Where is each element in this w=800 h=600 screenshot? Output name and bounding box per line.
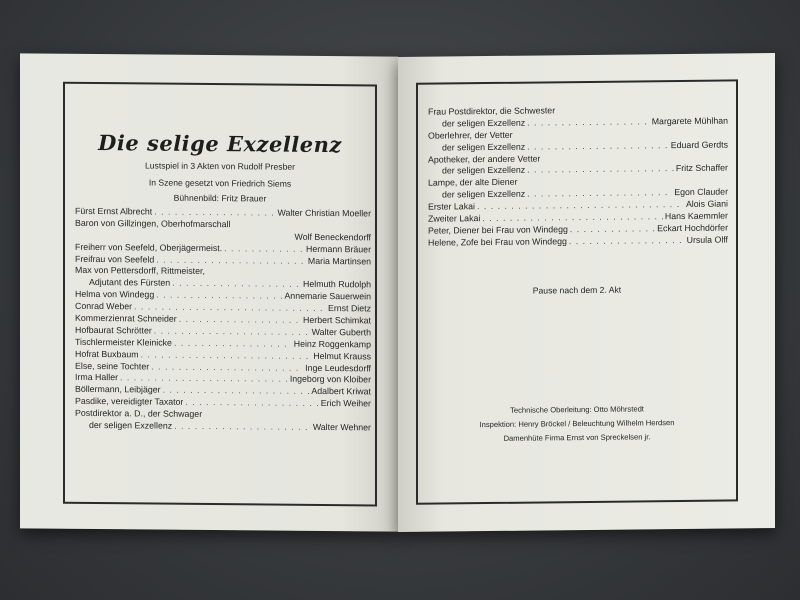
cast-actor: Fritz Schaffer: [675, 162, 728, 174]
leader-dots: [156, 254, 306, 265]
cast-actor: Ursula Olff: [686, 234, 728, 245]
leader-dots: [141, 349, 312, 360]
leader-dots: [185, 397, 318, 408]
cast-role: Hofbaurat Schrötter: [75, 324, 152, 336]
cast-row: [75, 420, 371, 434]
leader-dots: [154, 207, 275, 218]
cast-role: Postdirektor a. D., der Schwager: [75, 407, 203, 420]
leader-dots: [224, 243, 304, 254]
cast-list-left: [75, 206, 371, 435]
cast-actor: Erich Weiher: [320, 398, 371, 409]
cast-role: der seligen Exzellenz: [89, 419, 173, 431]
leader-dots: [179, 314, 301, 325]
credit-line-3: Damenhüte Firma Ernst von Spreckelsen jr.: [503, 432, 651, 443]
leader-dots: [134, 301, 326, 313]
cast-role: Pasdike, vereidigter Taxator: [75, 396, 184, 408]
cast-actor: Heinz Roggenkamp: [293, 338, 371, 350]
cast-actor: Annemarie Sauerwein: [284, 290, 371, 302]
cast-actor: Ernst Dietz: [327, 303, 371, 314]
cast-actor: Adalbert Kriwat: [311, 386, 371, 397]
cast-role: Irma Haller: [75, 372, 119, 383]
cast-role: der seligen Exzellenz: [442, 141, 526, 153]
leader-dots: [174, 421, 311, 432]
cast-role: Max von Pettersdorff, Rittmeister,: [75, 265, 205, 277]
cast-role: Adjutant des Fürsten: [89, 277, 171, 289]
intermission-note: Pause nach dem 2. Akt: [532, 284, 622, 296]
cast-role: Freiherr von Seefeld, Oberjägermeist.: [75, 241, 223, 253]
cast-role: der seligen Exzellenz: [442, 117, 526, 129]
cast-list-right: [428, 104, 728, 250]
leader-dots: [154, 325, 310, 336]
cast-role: Fürst Ernst Albrecht: [75, 205, 153, 217]
leader-dots: [527, 140, 669, 151]
cast-actor: Egon Clauder: [674, 186, 728, 198]
cast-role: Lampe, der alte Diener: [428, 177, 518, 189]
cast-role: Conrad Weber: [75, 300, 133, 312]
left-page-frame: [63, 82, 377, 507]
cast-actor: Herbert Schimkat: [303, 314, 371, 326]
credit-line-1: Technische Oberleitung: Otto Möhrstedt: [510, 404, 644, 415]
leader-dots: [527, 116, 650, 127]
cast-role: Frau Postdirektor, die Schwester: [428, 105, 556, 117]
cast-actor: Hermann Bräuer: [305, 243, 371, 255]
cast-role: Zweiter Lakai: [428, 213, 481, 224]
director-credit: In Szene gesetzt von Friedrich Siems: [148, 177, 292, 189]
leader-dots: [174, 337, 292, 348]
cast-actor: Eckart Hochdörfer: [657, 222, 728, 234]
play-subtitle: Lustspiel in 3 Akten von Rudolf Presber: [144, 160, 295, 172]
cast-actor: Maria Martinsen: [307, 255, 371, 266]
cast-actor: Helmuth Rudolph: [303, 279, 371, 290]
leader-dots: [527, 164, 674, 176]
cast-role: Oberlehrer, der Vetter: [428, 129, 513, 141]
program-booklet: [20, 55, 775, 530]
cast-role: Erster Lakai: [428, 201, 475, 212]
right-page: [398, 53, 775, 532]
cast-row: [428, 234, 728, 249]
cast-role: der seligen Exzellenz: [442, 165, 526, 176]
leader-dots: [156, 290, 282, 301]
leader-dots: [482, 211, 663, 223]
cast-actor: Ingeborg von Kloiber: [289, 374, 371, 385]
cast-actor: Walter Christian Moeller: [277, 207, 371, 219]
cast-role: Apotheker, der andere Vetter: [428, 153, 541, 165]
cast-actor: Helmut Krauss: [313, 350, 371, 362]
cast-role: Böllermann, Leibjäger: [75, 384, 161, 395]
credit-line-2: Inspektion: Henry Bröckel / Beleuchtung Wilhelm Herdsen: [479, 418, 675, 430]
cast-actor: Alois Giani: [685, 198, 728, 210]
cast-role: Peter, Diener bei Frau von Windegg: [428, 224, 568, 236]
leader-dots: [527, 187, 672, 199]
cast-actor: Eduard Gerdts: [670, 139, 728, 150]
left-page: [20, 53, 398, 531]
cast-actor: Inge Leudesdorff: [305, 362, 371, 373]
stage-credit: Bühnenbild: Fritz Brauer: [173, 192, 267, 204]
right-page-frame: [416, 79, 738, 504]
cast-actor: Walter Guberth: [311, 326, 371, 338]
cast-role: Hofrat Buxbaum: [75, 348, 139, 360]
leader-dots: [570, 223, 655, 234]
cast-actor: Wolf Beneckendorff: [294, 231, 371, 243]
cast-role: Kommerzienrat Schneider: [75, 312, 177, 324]
leader-dots: [569, 235, 685, 246]
play-title: Die selige Exzellenz: [98, 130, 342, 158]
leader-dots: [120, 373, 288, 384]
cast-actor: Hans Kaemmler: [664, 210, 728, 222]
cast-role: Freifrau von Seefeld: [75, 253, 155, 265]
cast-role: Helma von Windegg: [75, 289, 155, 300]
cast-role: Baron von Gillzingen, Oberhofmarschall: [75, 217, 231, 230]
cast-role: Helene, Zofe bei Frau von Windegg: [428, 236, 567, 248]
cast-role: der seligen Exzellenz: [442, 188, 526, 200]
cast-role: Else, seine Tochter: [75, 360, 150, 372]
cast-role: Tischlermeister Kleinicke: [75, 336, 172, 348]
cast-actor: Walter Wehner: [312, 421, 371, 433]
leader-dots: [151, 361, 303, 372]
cast-actor: Margarete Mühlhan: [651, 115, 728, 127]
leader-dots: [163, 385, 310, 396]
leader-dots: [477, 199, 684, 211]
leader-dots: [172, 278, 301, 289]
